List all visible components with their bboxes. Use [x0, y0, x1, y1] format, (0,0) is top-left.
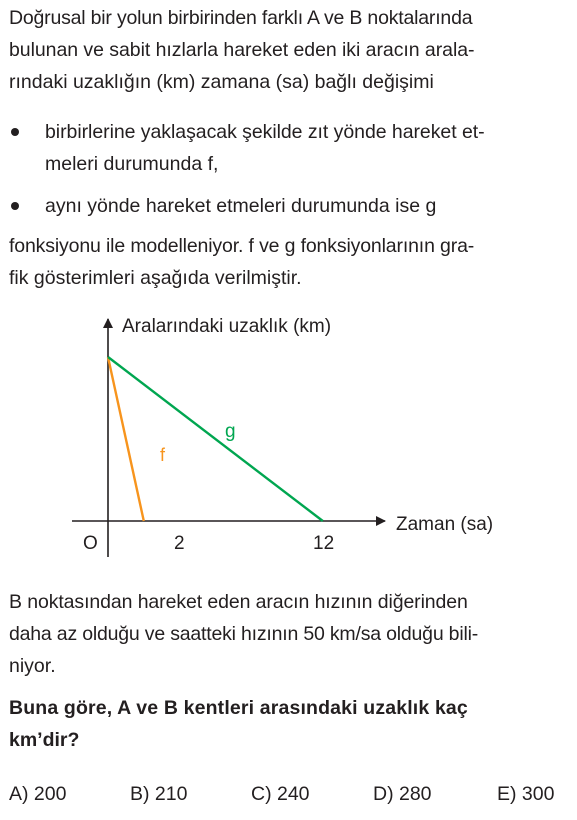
x-tick-label: 12: [313, 533, 335, 554]
series-f-label: f: [160, 445, 166, 465]
conclusion-line: fik gösterimleri aşağıda verilmiştir.: [9, 267, 302, 289]
distance-time-chart: [0, 305, 577, 570]
option-d[interactable]: D) 280: [373, 783, 432, 805]
y-axis-label: Aralarındaki uzaklık (km): [122, 316, 332, 337]
x-axis-label: Zaman (sa): [396, 514, 494, 535]
series-g-label: g: [225, 421, 236, 442]
intro-line: bulunan ve sabit hızlarla hareket eden iki aracın arala-: [9, 39, 475, 61]
series-g-line: [108, 357, 323, 521]
option-c[interactable]: C) 240: [251, 783, 310, 805]
bullet-item-f: [9, 116, 569, 180]
question-line: Buna göre, A ve B kentleri arasındaki uzaklık kaç: [9, 697, 468, 719]
intro-line: Doğrusal bir yolun birbirinden farklı A ve B noktalarında: [9, 7, 473, 29]
option-b[interactable]: B) 210: [130, 783, 188, 805]
bullet-dot-icon: [11, 128, 19, 136]
info-line: B noktasından hareket eden aracın hızının diğerinden: [9, 591, 468, 613]
x-tick-label: 2: [174, 533, 185, 554]
question-line: km’dir?: [9, 729, 80, 751]
question-text: [9, 692, 569, 756]
bullet-dot-icon: [11, 202, 19, 210]
bullet-line: birbirlerine yaklaşacak şekilde zıt yönde hareket et-: [45, 121, 485, 143]
conclusion-line: fonksiyonu ile modelleniyor. f ve g fonksiyonlarının gra-: [9, 235, 475, 257]
conclusion-paragraph: [9, 230, 569, 294]
info-line: niyor.: [9, 655, 56, 677]
origin-label: O: [83, 533, 98, 554]
option-a[interactable]: A) 200: [9, 783, 67, 805]
intro-line: rındaki uzaklığın (km) zamana (sa) bağlı değişimi: [9, 71, 434, 93]
option-e[interactable]: E) 300: [497, 783, 555, 805]
info-line: daha az olduğu ve saatteki hızının 50 km/sa olduğu bili-: [9, 623, 479, 645]
info-paragraph: [9, 586, 569, 682]
answer-options: [9, 778, 569, 810]
bullet-line: aynı yönde hareket etmeleri durumunda ise g: [45, 195, 437, 217]
intro-paragraph: [9, 2, 569, 98]
bullet-item-g: [9, 190, 569, 222]
bullet-line: meleri durumunda f,: [45, 153, 219, 175]
